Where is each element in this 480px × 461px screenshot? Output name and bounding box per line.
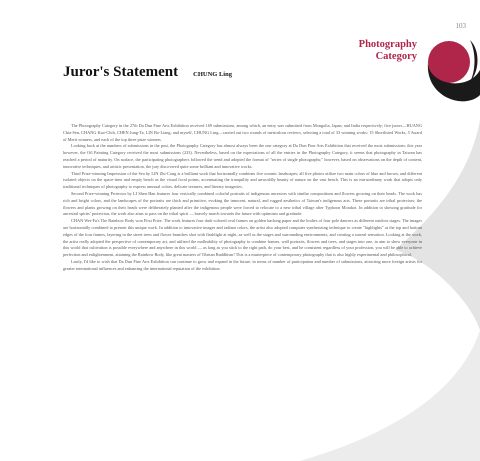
paragraph: The Photography Category in the 27th Da Dun Fine Arts Exhibition received 169 submissions, among which, an entry was submitted from Mongolia, Japan, and India respectively; five jurors—HUANG Chia-Sen, CHANG Kuo-Chih, CHEN Jung-Ta, LIN Bo-Liang, and myself, CHUNG Ling—carried out two rounds of meticulous reviews, selecting a total of 33 winning works: 15 Shortlisted Works, 5 Award of Merit winners, and each of the top three prize winners. (63, 123, 422, 142)
category-heading (359, 39, 417, 63)
paragraph: CHAN Wei-Fu's The Rainbow Body won First Prize. The work features four dark-colored oval frames on golden backing paper and the bodies of four pole dancers as different outdoor stages. The images are horizontally combined to present this unique work. In addition to innovative images and radiant colors, the artist also adopted computer synthesizing technique to create "highlights" at the top and bottom edges of the four frames, layering in the street trees and flower branches shot with flashlight at night, as well as the stages and surrounding environments, and creating a surreal sensation. Looking at the work, the artist really adopted the perspective of contemporary art, and utilized the malleability of photography to combine frames, wall portraits, flowers and trees, and stages into one, in aim to show everyone in this world that cultivation is possible everywhere and anywhere in this world — as long as you stick to the right path, do your best, and be consistent regardless of your profession, you will be able to achieve perfection and enlightenment, attaining the Rainbow Body, like great masters of Tibetan Buddhism! This is a masterpiece of contemporary photography that is also highly experimental and philosophical. (63, 218, 422, 258)
grey-swirl-lower (300, 330, 480, 461)
author-name: CHUNG Ling (193, 71, 232, 78)
title-row (63, 64, 363, 81)
paragraph: Lastly, I'd like to wish that Da Dun Fine Arts Exhibition can continue to grow and expand in the future, in terms of number of participation and number of submissions, attracting more foreign artists for greater international influences and enhancing the international reputation of the exhibition. (63, 258, 422, 271)
paragraph: Second Prize-winning Protector by LI Shen Han features four vertically combined colorful portraits of indigenous ancestors with similar compositions and flowers growing on their heads. The work has rich and bright colors, and the landscapes of the portraits are thick and primitive, evoking the innocent, natural, and rugged aesthetics of Taiwan's indigenous arts. These portraits are tribal protectors; the flowers and plants growing on their heads were deliberately planted after the indigenous people were forced to relocate to a new tribal village after Typhoon Morakot. In addition to showing gratitude for ancestral spirits' protection, the work also aims to pass on the tribal spirit — bravely march towards the future with optimism and gratitude. (63, 190, 422, 217)
paragraph: Third Prize-winning Impression of the Sea by LIN Zhi-Cong is a brilliant work that horizontally combines five oceanic landscapes; all five photos utilize two main colors of blue and brown, and different isolated objects on the space-time and empty beach as the visual focal points, accentuating the tranquility and unworldly beauty of nature on the vast beach. This is an extraordinary work that adopts only traditional techniques of photography to express unusual colors, delicate textures, and literary imageries. (63, 170, 422, 190)
page-title: Juror's Statement (63, 64, 179, 80)
page-number: 103 (455, 22, 466, 30)
paragraph: Looking back at the numbers of submissions in the past, the Photography Category has almost always been the one category at Da Dun Fine Arts Exhibition that received the most submissions; this year however, the Oil Painting Category received the most submissions (233). Nevertheless, based on the expectations of all the entries in the Photography Category, it seems that photography in Taiwan has reached a period of maturity. On surface, the participating photographers followed the trend and adopted the format of "series of single photographs;" however, based on observations on the depth of content, innovative techniques, and artistic presentation, the jury discovered quite some brilliant and innovative works. (63, 143, 422, 169)
category-line-2: Category (375, 51, 417, 62)
category-line-1: Photography (358, 39, 417, 50)
body-text (63, 123, 422, 273)
